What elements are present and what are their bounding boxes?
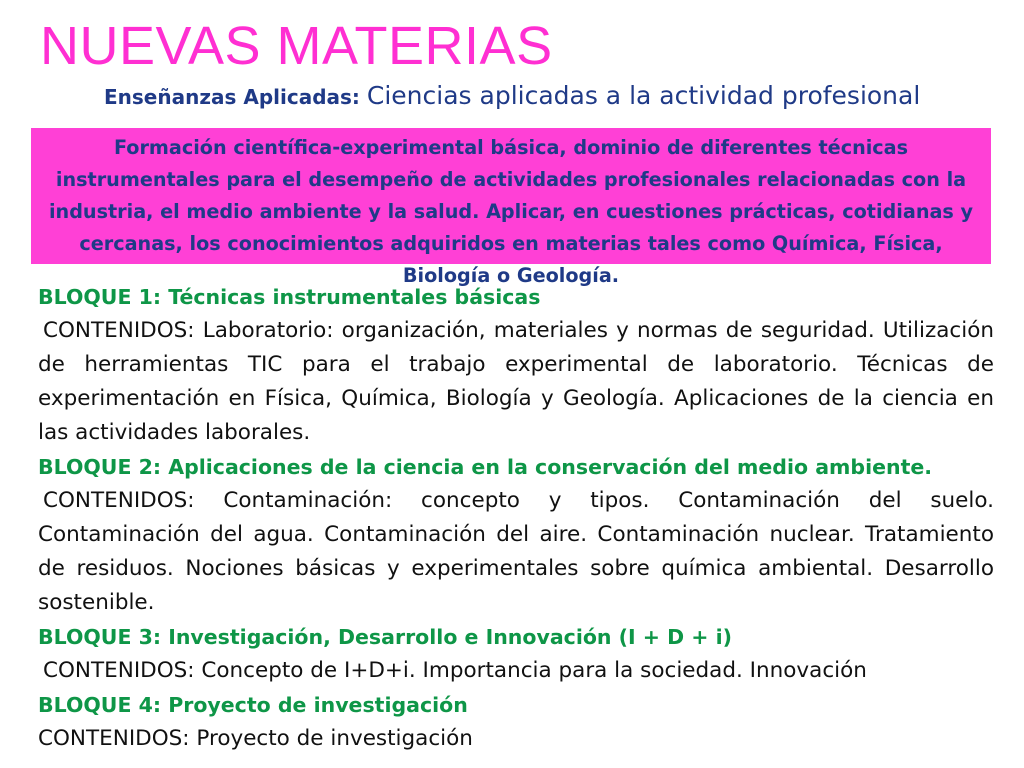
subtitle	[104, 76, 920, 119]
block-1-contents: CONTENIDOS: Laboratorio: organización, materiales y normas de seguridad. Utilización de herramientas TIC para el trabajo experimental de laboratorio. Técnicas de experimentación en Física, Química, Biología y Geología. Aplicaciones de la ciencia en las actividades laborales.	[38, 318, 994, 445]
block-1-heading: BLOQUE 1: Técnicas instrumentales básicas	[38, 285, 541, 309]
subtitle-topic: Ciencias aplicadas a la actividad profesional	[366, 81, 921, 110]
summary-text: Formación científica-experimental básica, dominio de diferentes técnicas instrumentales para el desempeño de actividades profesionales relacionadas con la industria, el medio ambiente y la salud. Aplicar, en cuestiones prácticas, cotidianas y cercanas, los conocimientos adquiridos en materias tales como Química, Física, Biología o Geología.	[48, 136, 974, 287]
block-2	[38, 450, 994, 620]
block-2-heading: BLOQUE 2: Aplicaciones de la ciencia en la conservación del medio ambiente.	[38, 455, 933, 479]
block-4	[38, 688, 994, 756]
content-section	[38, 280, 994, 756]
block-3-heading: BLOQUE 3: Investigación, Desarrollo e Innovación (I + D + i)	[38, 625, 732, 649]
block-3	[38, 620, 994, 688]
summary-box	[31, 128, 991, 287]
block-2-contents: CONTENIDOS: Contaminación: concepto y tipos. Contaminación del suelo. Contaminación del agua. Contaminación del aire. Contaminación nuclear. Tratamiento de residuos. Nociones básicas y experimentales sobre química ambiental. Desarrollo sostenible.	[38, 488, 994, 615]
block-1	[38, 280, 994, 450]
block-4-contents: CONTENIDOS: Proyecto de investigación	[38, 726, 473, 751]
block-3-contents: CONTENIDOS: Concepto de I+D+i. Importancia para la sociedad. Innovación	[43, 658, 867, 683]
page-title: NUEVAS MATERIAS	[40, 16, 553, 76]
block-4-heading: BLOQUE 4: Proyecto de investigación	[38, 693, 468, 717]
subtitle-label: Enseñanzas Aplicadas:	[104, 85, 367, 109]
